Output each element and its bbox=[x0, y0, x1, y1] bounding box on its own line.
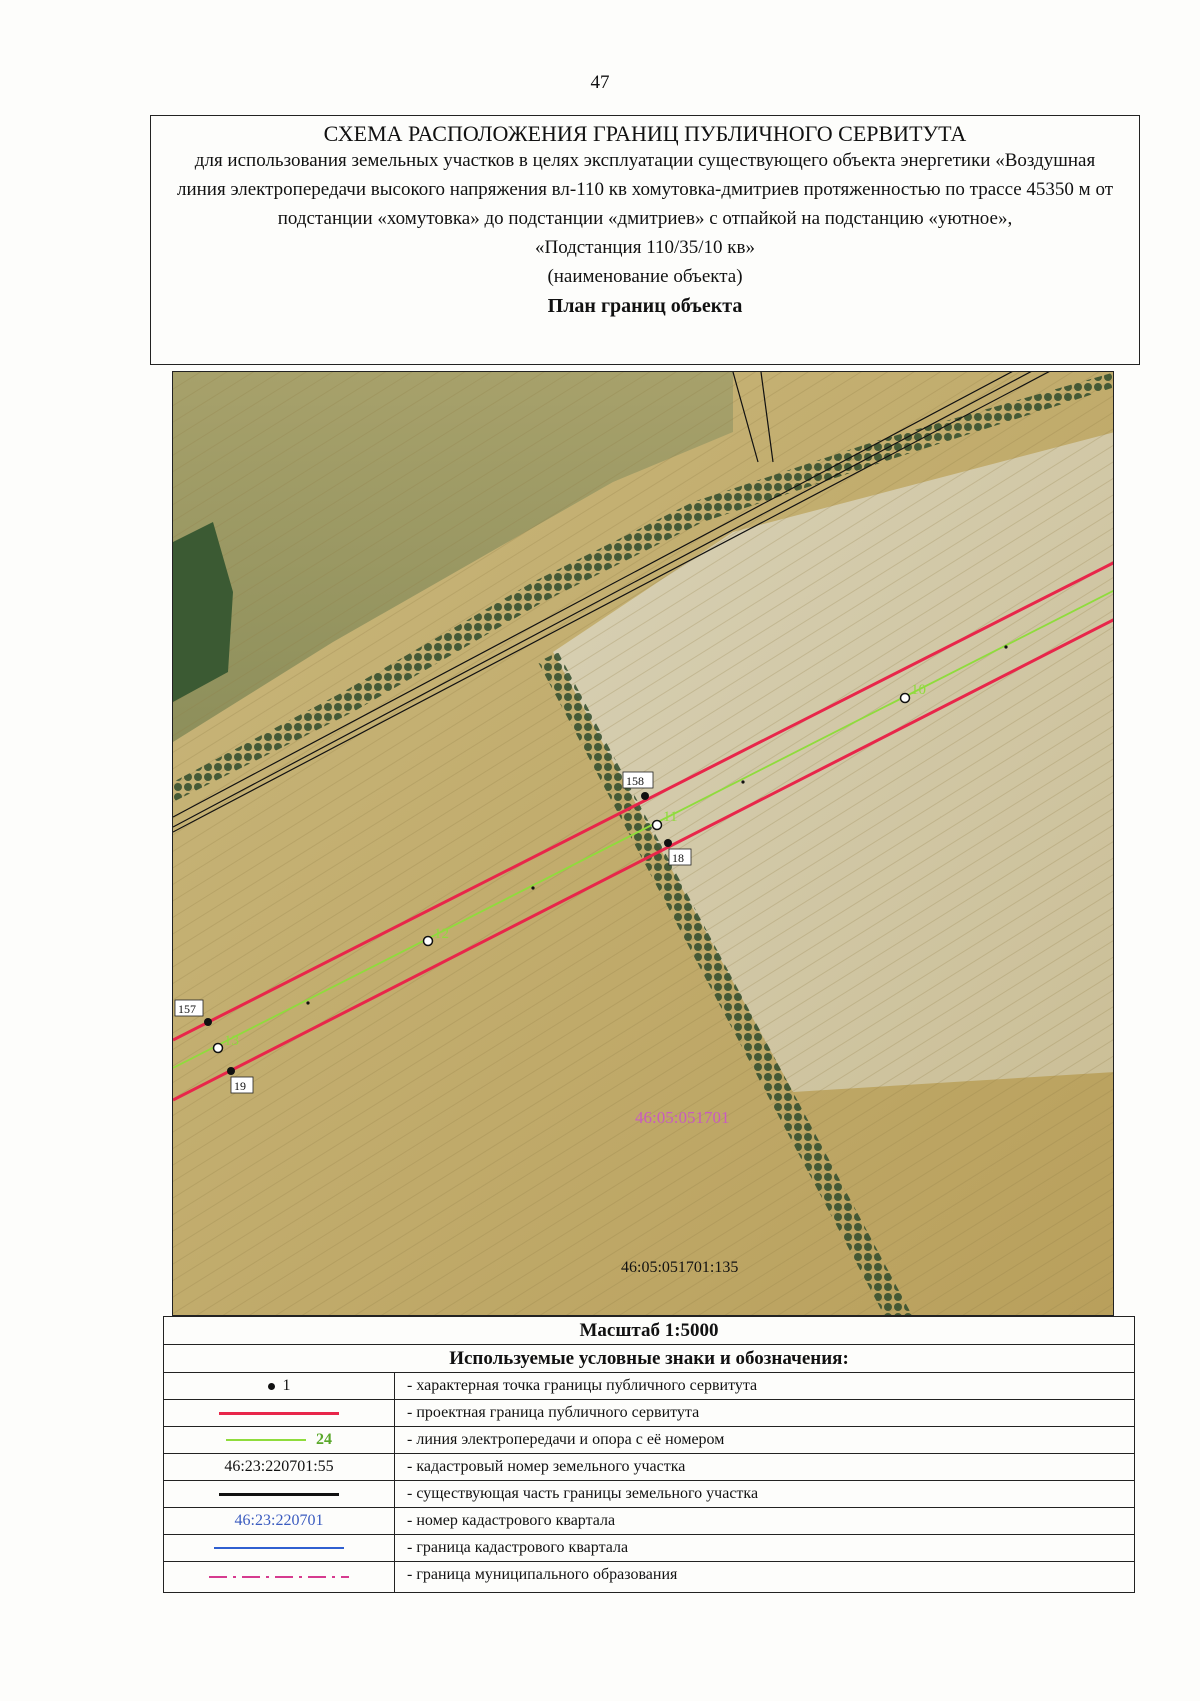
point-19-label: 19 bbox=[234, 1079, 246, 1093]
legend-symbol-parcel-border bbox=[164, 1481, 395, 1507]
legend-symbol-municipal bbox=[164, 1562, 395, 1592]
legend-row-powerline bbox=[164, 1427, 1134, 1454]
legend-symbol-powerline bbox=[164, 1427, 395, 1453]
point-157-label: 157 bbox=[178, 1002, 196, 1016]
legend-row-municipal bbox=[164, 1562, 1134, 1592]
legend-quarter-number: 46:23:220701 bbox=[164, 1508, 395, 1534]
legend-text-powerline: - линия электропередачи и опора с её номером bbox=[407, 1431, 725, 1448]
quarter-border-icon bbox=[214, 1547, 344, 1549]
legend-row-parcel-border bbox=[164, 1481, 1134, 1508]
legend-symbol-point bbox=[164, 1373, 395, 1399]
legend-row-point bbox=[164, 1373, 1134, 1400]
legend-text-quarter-number: - номер кадастрового квартала bbox=[407, 1512, 616, 1529]
legend-parcel-number: 46:23:220701:55 bbox=[164, 1454, 395, 1480]
tower-11-label: 11 bbox=[663, 809, 678, 825]
legend-text-parcel-number: - кадастровый номер земельного участка bbox=[407, 1458, 686, 1475]
parcel-border-icon bbox=[219, 1493, 339, 1496]
object-caption: (наименование объекта) bbox=[547, 266, 743, 287]
legend-table bbox=[163, 1316, 1135, 1593]
legend-header: Используемые условные знаки и обозначения: bbox=[164, 1345, 1134, 1373]
plan-title: План границ объекта bbox=[547, 295, 743, 317]
legend-point-number: 1 bbox=[282, 1377, 291, 1394]
legend-row-quarter-border bbox=[164, 1535, 1134, 1562]
legend-text-point: - характерная точка границы публичного сервитута bbox=[407, 1377, 758, 1394]
parcel-number-label: 46:05:051701:135 bbox=[621, 1259, 739, 1276]
tower-13-label: 13 bbox=[224, 1033, 239, 1049]
title-block bbox=[150, 115, 1140, 365]
map-scale: Масштаб 1:5000 bbox=[164, 1317, 1134, 1345]
legend-symbol-quarter-border bbox=[164, 1535, 395, 1561]
page-number: 47 bbox=[590, 72, 610, 93]
legend-text-quarter-border: - граница кадастрового квартала bbox=[407, 1539, 629, 1556]
point-18-label: 18 bbox=[672, 851, 684, 865]
scheme-title: СХЕМА РАСПОЛОЖЕНИЯ ГРАНИЦ ПУБЛИЧНОГО СЕРВИТУТА bbox=[323, 121, 967, 146]
municipal-border-icon bbox=[209, 1573, 349, 1581]
servitude-line-icon bbox=[219, 1412, 339, 1415]
map-view[interactable] bbox=[172, 371, 1114, 1316]
powerline-icon bbox=[226, 1439, 306, 1441]
cadastral-quarter-label: 46:05:051701 bbox=[635, 1108, 730, 1127]
tower-12-label: 12 bbox=[434, 926, 449, 942]
point-marker-icon bbox=[268, 1383, 275, 1390]
tower-10-label: 10 bbox=[911, 682, 926, 698]
legend-text-municipal: - граница муниципального образования bbox=[407, 1566, 678, 1583]
legend-row-quarter-number bbox=[164, 1508, 1134, 1535]
legend-text-parcel-border: - существующая часть границы земельного участка bbox=[407, 1485, 759, 1502]
legend-row-servitude bbox=[164, 1400, 1134, 1427]
point-158-label: 158 bbox=[626, 774, 644, 788]
legend-tower-number: 24 bbox=[316, 1431, 332, 1448]
legend-symbol-servitude bbox=[164, 1400, 395, 1426]
object-description: для использования земельных участков в целях эксплуатации существующего объекта энергетики «Воздушная линия электропередачи высокого напряжения вл-110 кв хомутовка-дмитриев протяженностью по трассе 45350 м от подстанции «хомутовка» до подстанции «дмитриев» с отпайкой на подстанцию «уютное», bbox=[176, 150, 1114, 229]
map-canvas bbox=[173, 372, 1114, 1316]
object-substation: «Подстанция 110/35/10 кв» bbox=[534, 237, 756, 258]
legend-row-parcel-number bbox=[164, 1454, 1134, 1481]
legend-text-servitude: - проектная граница публичного сервитута bbox=[407, 1404, 700, 1421]
